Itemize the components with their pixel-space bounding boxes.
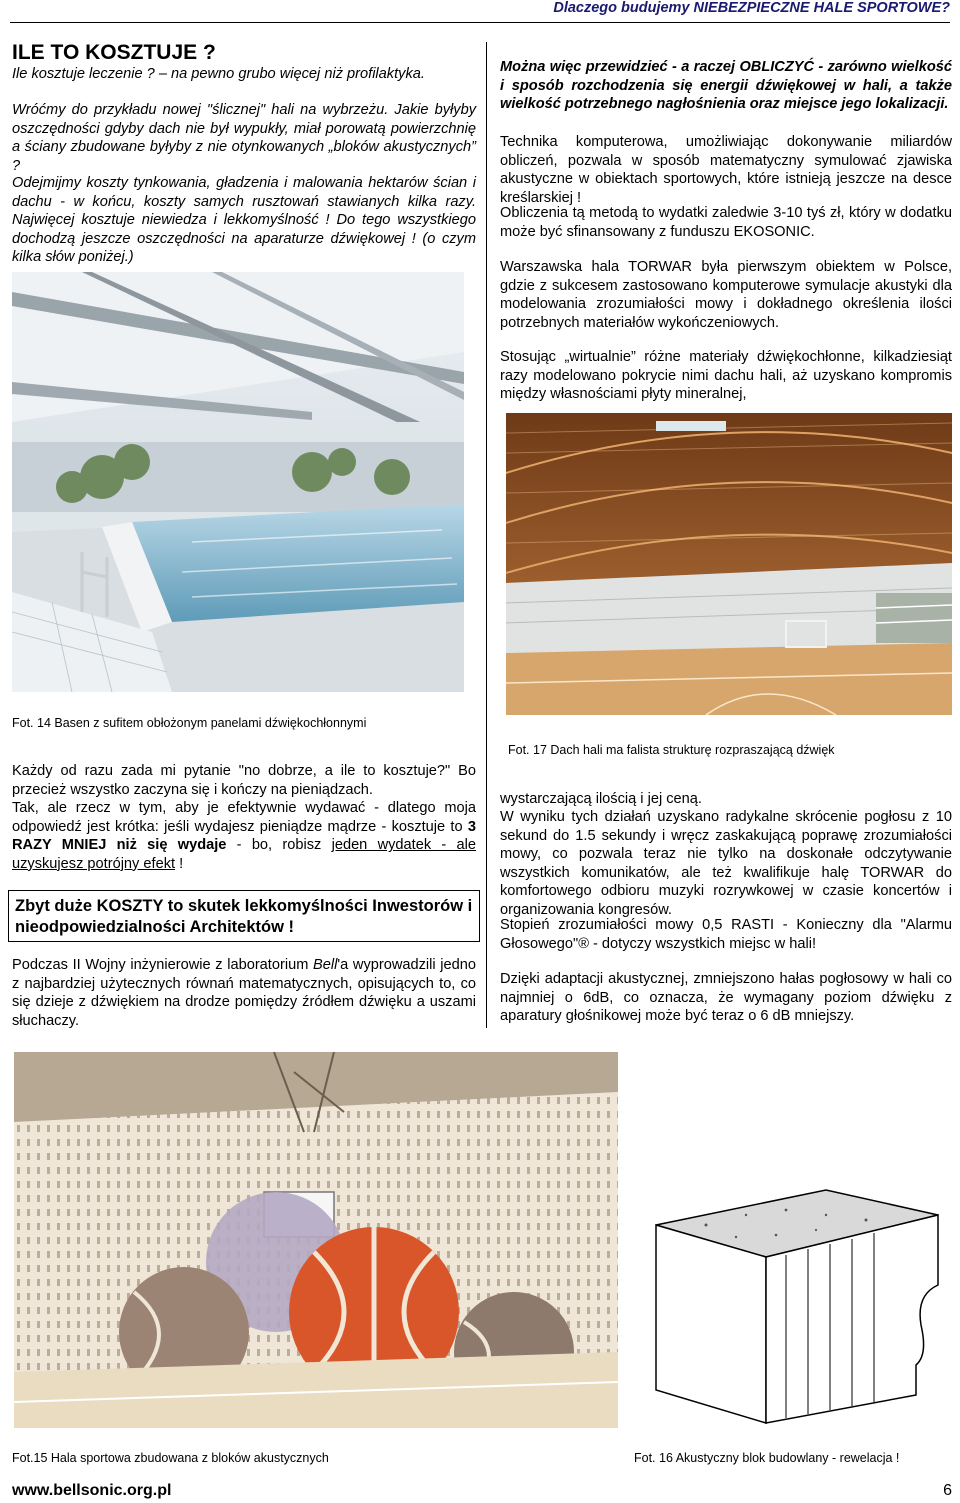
caption-photo-16: Fot. 16 Akustyczny blok budowlany - rewelacja ! [634,1451,900,1465]
paragraph-bell [12,956,476,1030]
paragraph-results: W wyniku tych działań uzyskano radykalne skrócenie pogłosu z 10 sekund do 1.5 sekundy i wręcz zaskakującą poprawę zrozumiałości mowy, co pozwala teraz nie tylko na doskonałe odczytywanie wszystkich komunikatów, ale też kwalifikuje halę TORWAR do komfortowego odbioru muzyki rozrywkowej w czasie koncertów i organizowania kongresów. [500,809,952,918]
paragraph-price: wystarczającą ilością i jej ceną. [500,791,702,807]
photo-torwar-hall [506,413,952,715]
bell-name: Bell [313,957,338,973]
running-header: Dlaczego budujemy NIEBEZPIECZNE HALE SPORTOWE? [553,0,950,16]
paragraph-cost-calc: Obliczenia tą metodą to wydatki zaledwie 3-10 tyś zł, który w dodatku może być sfinansowany z funduszu EKOSONIC. [500,205,952,240]
paragraph-virtual: Stosując „wirtualnie” różne materiały dźwiękochłonne, kilkadziesiąt razy modelowano pokrycie nimi dachu hali, aż uzyskano kompromis między własnościami płyty mineralnej, [500,349,952,403]
paragraph-rasti: Stopień zrozumiałości mowy 0,5 RASTI - Konieczny dla "Alarmu Głosowego"® - dotyczy wszystkich miejsc w hali! [500,917,952,952]
paragraph-question: Każdy od razu zada mi pytanie "no dobrze, a ile to kosztuje?" Bo przecież wszystko zaczyna się i kończy na pieniądzach. [12,763,476,798]
header-rule [10,22,950,23]
answer-text-a: Tak, ale rzecz w tym, aby je efektywnie wydawać - dlatego moja odpowiedź jest krótka: jeśli wydajesz pieniądze mądrze - kosztuje to [12,800,476,835]
paragraph-savings: Wróćmy do przykładu nowej "ślicznej" hali na wybrzeżu. Jakie byłyby oszczędności gdyby dach nie był wypukły, miał porowatą powierzchnię a ściany zbudowane byłyby z nie otynkowanych „bloków akustycznych” ? [12,102,476,174]
column-divider [486,42,487,1028]
paragraph-noise: Dzięki adaptacji akustycznej, zmniejszono hałas pogłosowy w hali co najmniej o 6dB, co oznacza, że wymagany poziom dźwięku z aparatury głośnikowej może być teraz o 6 dB mniejszy. [500,971,952,1025]
caption-photo-15: Fot.15 Hala sportowa zbudowana z bloków akustycznych [12,1451,329,1465]
bell-text-b: 'a wyprowadzili jedno z najbardziej użytecznych równań matematycznych, opisujących to, co się dzieje z dźwiękiem na drodze pomiędzy źródłem dźwięku a uszami słuchaczy. [12,957,477,1029]
answer-text-b: - bo, robisz [226,837,332,854]
caption-photo-14: Fot. 14 Basen z sufitem obłożonym panelami dźwiękochłonnymi [12,716,367,730]
footer-website: www.bellsonic.org.pl [12,1482,172,1499]
paragraph-answer [12,799,476,873]
photo-sports-hall [14,1052,618,1428]
answer-text-c: ! [175,855,184,872]
page-number: 6 [943,1482,952,1499]
bell-text-a: Podczas II Wojny inżynierowie z laboratorium [12,957,314,973]
paragraph-torwar: Warszawska hala TORWAR była pierwszym obiektem w Polsce, gdzie z sukcesem zastosowano komputerowe symulacje akustyki dla modelowania zrozumiałości mowy i dokładnego określenia ilości potrzebnych materiałów wykończeniowych. [500,259,952,331]
answer-emphasis: 3 RAZY MNIEJ niż się wydaje [12,818,476,854]
paragraph-computer: Technika komputerowa, umożliwiając dokonywanie miliardów obliczeń, pozwala w sposób matematyczny symulować zjawiska akustyczne w obiektach sportowych, które istnieją jeszcze na desce kreślarskiej ! [500,134,952,206]
photo-pool [12,272,464,692]
intro-line: Ile kosztuje leczenie ? – na pewno grubo więcej niż profilaktyka. [12,66,425,82]
answer-underlined: jeden wydatek - ale uzyskujesz potrójny efekt [12,837,477,872]
section-title: ILE TO KOSZTUJE ? [12,41,216,64]
caption-photo-17: Fot. 17 Dach hali ma falista strukturę rozpraszającą dźwięk [508,743,835,757]
paragraph-costs: Odejmijmy koszty tynkowania, gładzenia i malowania hektarów ścian i dachu - w końcu, koszty samych rusztowań stawianych kilka razy. Najwięcej kosztuje niewiedza i lekkomyślność ! Do tego wszystkiego dochodzą jeszcze oszczędności na aparaturze dźwiękowej ! (o czym kilka słów poniżej.) [12,175,476,266]
paragraph-calculate: Można więc przewidzieć - a raczej OBLICZYĆ - zarówno wielkość i sposób rozchodzenia się energii dźwiękowej w hali, a także wielkość potrzebnego nagłośnienia oraz miejsce jego lokalizacji. [500,59,952,113]
illustration-acoustic-block [646,1185,946,1425]
highlight-box: Zbyt duże KOSZTY to skutek lekkomyślności Inwestorów i nieodpowiedzialności Architektów ! [8,890,480,942]
